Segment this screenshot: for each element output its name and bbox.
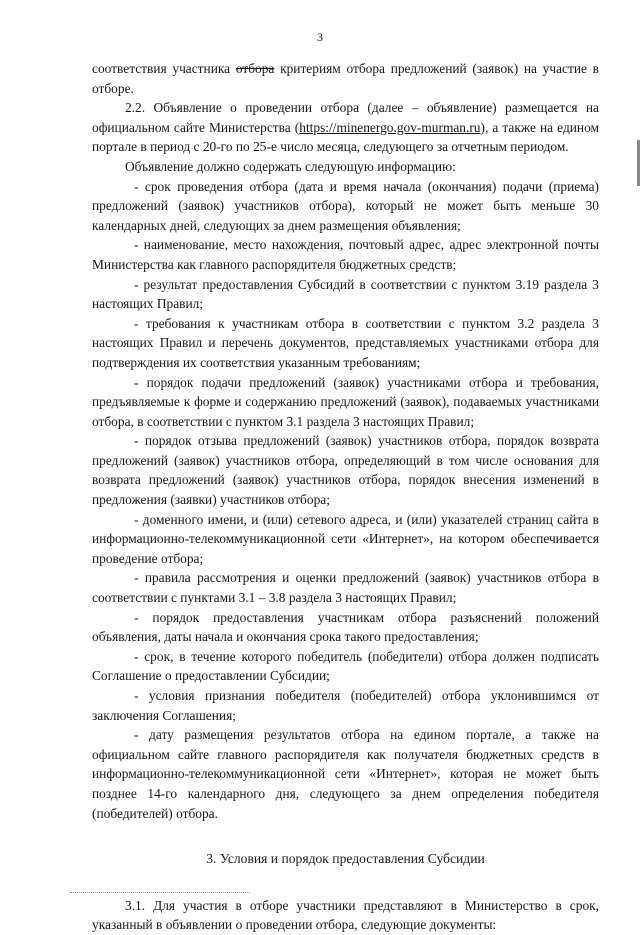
paragraph — [92, 725, 599, 823]
paragraph-text: - дату размещения результатов отбора на едином портале, а также на официальном сайте главного распорядителя как получателя бюджетных средств в информационно-телекоммуникационной сети «Интернет», которая не может быть позднее 14-го календарного дня, следующего за днем определения победителя (победителей) отбора. — [92, 727, 599, 821]
paragraph — [92, 98, 599, 157]
paragraph — [92, 510, 599, 569]
paragraph-text: - наименование, место нахождения, почтовый адрес, адрес электронной почты Министерства как главного распорядителя бюджетных средств; — [92, 237, 599, 272]
document-body — [92, 59, 599, 935]
website-link[interactable]: https://minenergo.gov-murman.ru — [299, 119, 481, 135]
paragraph — [92, 608, 599, 647]
paragraph-list-after-heading — [92, 896, 599, 935]
paragraph-text: - порядок предоставления участникам отбора разъяснений положений объявления, даты начала и окончания срока такого предоставления; — [92, 609, 599, 645]
paragraph-text: - доменного имени, и (или) сетевого адреса, и (или) указателей страниц сайта в информационно-телекоммуникационной сети «Интернет», на котором обеспечивается проведение отбора; — [92, 511, 599, 566]
paragraph-text: - правила рассмотрения и оценки предложений (заявок) участников отбора в соответствии с пунктами 3.1 – 3.8 раздела 3 настоящих Правил; — [92, 570, 599, 606]
paragraph — [92, 235, 599, 274]
paragraph-text: 3.1. Для участия в отборе участники представляют в Министерство в срок, указанный в объявлении о проведении отбора, следующие документы: — [92, 897, 599, 933]
section-heading: 3. Условия и порядок предоставления Субсидии — [206, 851, 485, 867]
paragraph — [92, 177, 599, 236]
paragraph — [92, 686, 599, 725]
paragraph — [92, 568, 599, 607]
paragraph — [92, 157, 599, 177]
paragraph — [92, 314, 599, 373]
paragraph — [92, 647, 599, 686]
paragraph-text: Объявление должно содержать следующую информацию: — [125, 158, 456, 174]
paragraph-text: - срок проведения отбора (дата и время начала (окончания) подачи (приема) предложений (заявок) участников отбора), который не может быть меньше 30 календарных дней, следующих за днем размещения объявления; — [92, 178, 599, 233]
scan-bottom-mark — [70, 892, 250, 895]
paragraph — [92, 431, 599, 509]
paragraph-text: критериям отбора предложений (заявок) на участие в отборе. — [92, 61, 600, 96]
paragraph — [92, 896, 599, 935]
paragraph-text: - требования к участникам отбора в соответствии с пунктом 3.2 раздела 3 настоящих Правил и перечень документов, представляемых участниками отбора для подтверждения их соответствия указанным требованиям; — [92, 315, 599, 370]
paragraph-text: 2.2. Объявление о проведении отбора (далее – объявление) размещается на официальном сайте Министерства ( — [92, 100, 599, 135]
paragraph-text: - условия признания победителя (победителей) отбора уклонившимся от заключения Соглашения; — [92, 688, 599, 723]
paragraph-list — [92, 59, 599, 823]
paragraph-text: - результат предоставления Субсидий в соответствии с пунктом 3.19 раздела 3 настоящих Правил; — [92, 276, 599, 312]
paragraph-text: ), а также на едином портале в период с 20-го по 25-е число месяца, следующего за отчетным периодом. — [92, 119, 599, 155]
paragraph-text: - порядок подачи предложений (заявок) участниками отбора и требования, предъявляемые к форме и содержанию предложений (заявок), подаваемых участниками отбора, в соответствии с пунктом 3.1 раздела 3 настоящих Правил; — [92, 374, 599, 429]
paragraph-text: отбора — [235, 61, 275, 76]
paragraph — [92, 275, 599, 314]
paragraph — [92, 373, 599, 432]
paragraph — [92, 59, 599, 98]
page-number: 3 — [317, 30, 323, 44]
paragraph-text: - срок, в течение которого победитель (победители) отбора должен подписать Соглашение о предоставлении Субсидии; — [92, 648, 599, 684]
paragraph-text: соответствия участника — [92, 61, 236, 76]
paragraph-text: - порядок отзыва предложений (заявок) участников отбора, порядок возврата предложений (заявок) участников отбора, определяющий в том числе основания для возврата предложений (заявок) участников отбора, порядок внесения изменений в предложения (заявки) участников отбора; — [92, 433, 599, 508]
